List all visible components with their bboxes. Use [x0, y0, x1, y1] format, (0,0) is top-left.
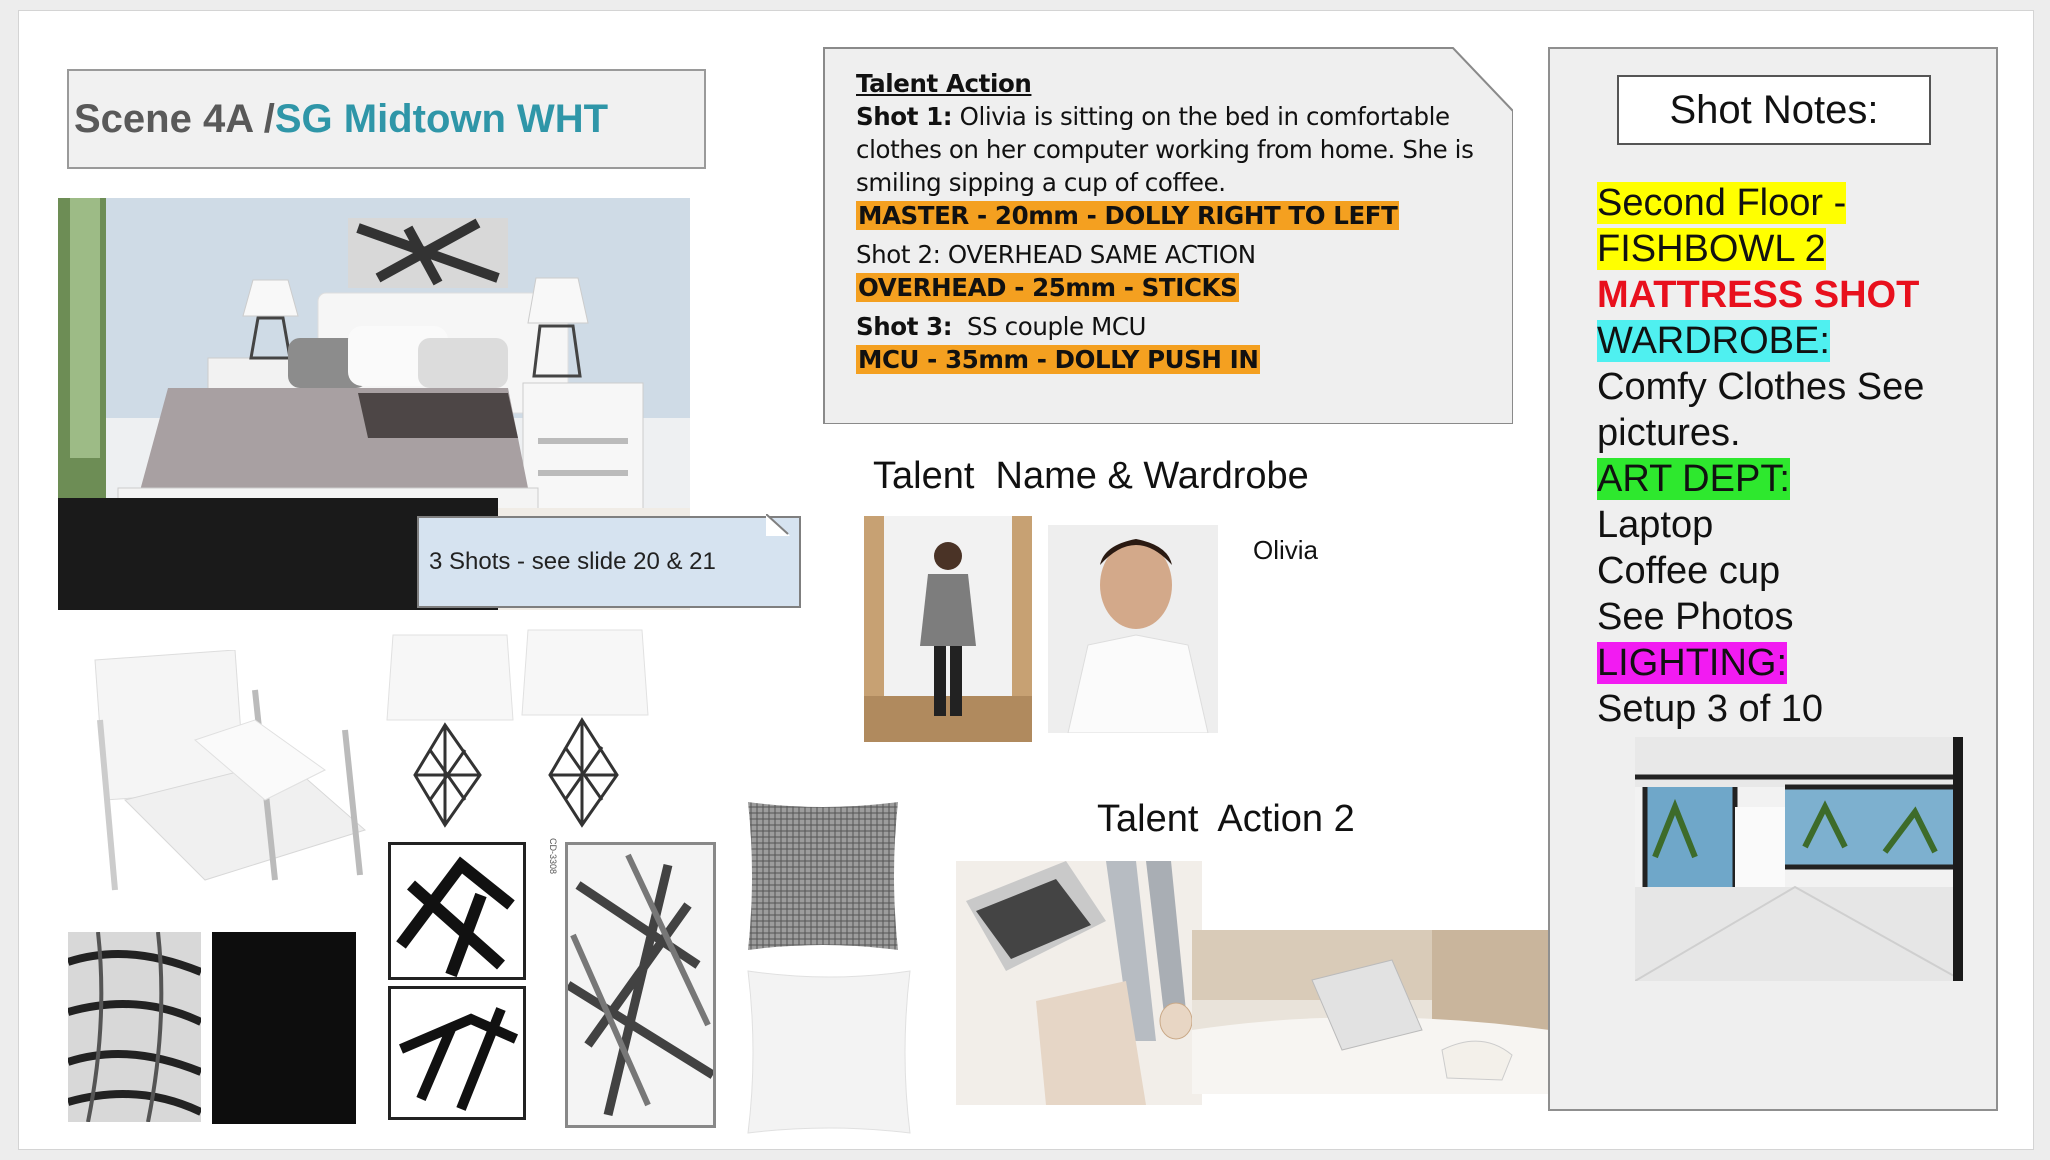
art-print-2 — [388, 986, 526, 1120]
scene-location: SG Midtown WHT — [274, 96, 609, 141]
shots-callout — [417, 516, 801, 608]
shot2-camera: OVERHEAD - 25mm - STICKS — [858, 273, 1238, 302]
scene-title — [67, 69, 706, 169]
notes-art-item: Laptop — [1597, 504, 1714, 546]
pillow-textured — [742, 798, 904, 954]
shot3-camera: MCU - 35mm - DOLLY PUSH IN — [858, 345, 1259, 374]
location-photo — [1635, 737, 1963, 981]
talent-action-text — [856, 67, 1496, 376]
rug-black — [212, 932, 356, 1124]
notes-wardrobe-label: WARDROBE: — [1597, 320, 1830, 362]
scene-prefix: Scene 4A / — [74, 96, 275, 141]
shot1-camera: MASTER - 20mm - DOLLY RIGHT TO LEFT — [858, 201, 1398, 230]
art-print-1 — [388, 842, 526, 980]
rug-marble — [68, 932, 201, 1122]
notes-art-label: ART DEPT: — [1597, 458, 1790, 500]
lamp-image-left — [385, 630, 515, 830]
notes-mattress: MATTRESS SHOT — [1597, 274, 1920, 316]
talent-action2-title: Talent Action 2 — [1097, 798, 1355, 840]
lamp-image-right — [520, 625, 650, 830]
art-print-label-text: CD-3308 — [548, 838, 558, 875]
talent-name: Olivia — [1253, 535, 1319, 565]
chair-image — [85, 650, 375, 900]
notes-floor: Second Floor - FISHBOWL 2 — [1597, 182, 1847, 270]
talent-name-wardrobe-title: Talent Name & Wardrobe — [873, 455, 1309, 497]
talent-photo-portrait — [1048, 525, 1218, 733]
shot1-description: Shot 1: Olivia is sitting on the bed in comfortable clothes on her computer working from home. She is smiling sipping a cup of coffee. — [856, 102, 1474, 197]
action2-photo-laptop-legs — [956, 861, 1202, 1105]
shot-notes-body — [1597, 180, 1987, 732]
notes-lighting-label: LIGHTING: — [1597, 642, 1788, 684]
shot3-description: Shot 3: SS couple MCU — [856, 312, 1147, 341]
notes-lighting-text: Setup 3 of 10 — [1597, 688, 1824, 730]
callout-fold — [766, 514, 790, 536]
shot-notes-title: Shot Notes: — [1617, 75, 1931, 145]
notes-art-item: See Photos — [1597, 596, 1794, 638]
art-print-label — [540, 838, 558, 1118]
notes-wardrobe-text: Comfy Clothes See pictures. — [1597, 366, 1925, 454]
talent-action-title: Talent Action — [856, 69, 1032, 98]
shots-callout-text: 3 Shots - see slide 20 & 21 — [429, 548, 716, 575]
talent-photo-full — [864, 516, 1032, 742]
shot2-description: Shot 2: OVERHEAD SAME ACTION — [856, 240, 1256, 269]
notes-art-item: Coffee cup — [1597, 550, 1781, 592]
pillow-fur — [740, 965, 918, 1140]
art-print-3 — [565, 842, 716, 1128]
